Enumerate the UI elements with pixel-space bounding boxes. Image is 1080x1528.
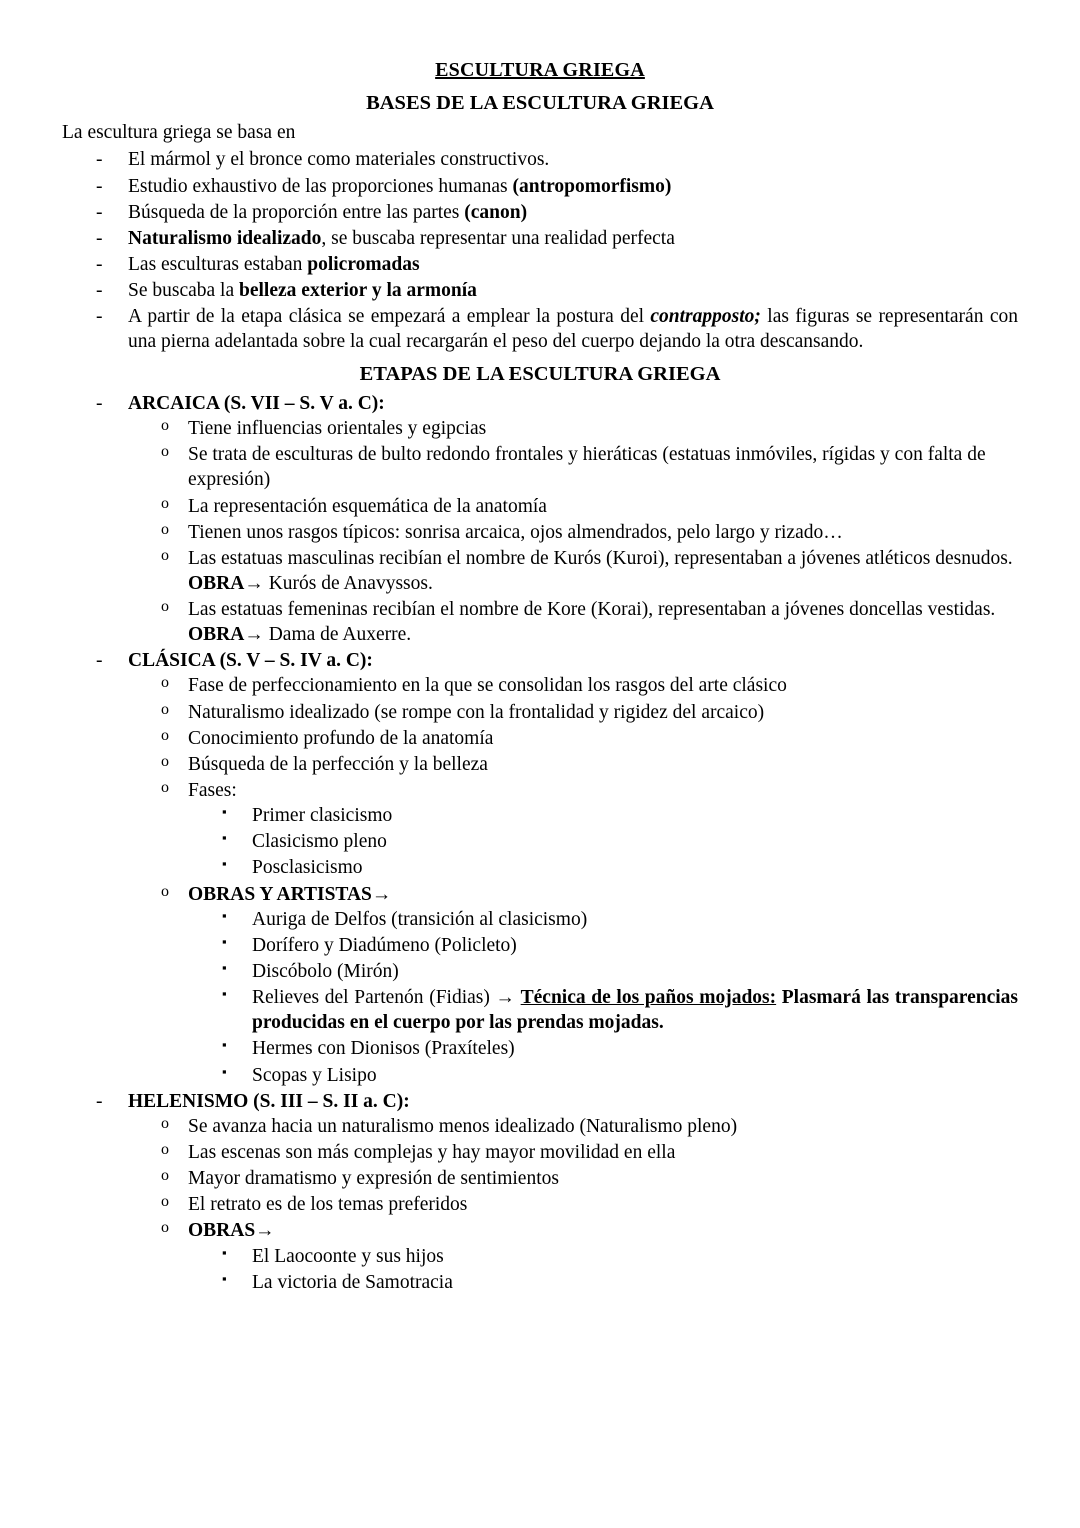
list-item xyxy=(128,597,1018,647)
dash-marker: - xyxy=(96,650,103,672)
list-item xyxy=(128,778,1018,881)
list-item-text: La victoria de Samotracia xyxy=(252,1271,453,1293)
list-item-text: Scopas y Lisipo xyxy=(252,1064,377,1086)
square-marker: ▪ xyxy=(222,1244,227,1260)
list-item-text: Tienen unos rasgos típicos: sonrisa arcaica, ojos almendrados, pelo largo y rizado… xyxy=(188,521,843,543)
list-item xyxy=(128,520,1018,545)
list-item-text: Las estatuas masculinas recibían el nombre de Kurós (Kuroi), representaban a jóvenes atléticos desnudos. OBRA→ Kurós de Anavyssos. xyxy=(188,547,1013,594)
circle-marker: o xyxy=(161,1141,169,1159)
stage-helenismo xyxy=(62,1089,1018,1295)
circle-marker: o xyxy=(161,546,169,564)
list-item-text: Relieves del Partenón (Fidias) → Técnica de los paños mojados: Plasmará las transparencias producidas en el cuerpo por las prendas mojadas. xyxy=(252,987,1019,1034)
list-item xyxy=(128,673,1018,698)
list-item xyxy=(188,803,1018,828)
list-item-text: Estudio exhaustivo de las proporciones humanas (antropomorfismo) xyxy=(128,175,672,197)
list-item xyxy=(188,933,1018,958)
list-item-text: Las estatuas femeninas recibían el nombre de Kore (Korai), representaban a jóvenes doncellas vestidas. OBRA→ Dama de Auxerre. xyxy=(188,599,996,646)
list-item-text: Conocimiento profundo de la anatomía xyxy=(188,727,494,749)
list-item xyxy=(128,494,1018,519)
list-item xyxy=(128,1218,1018,1294)
square-marker: ▪ xyxy=(222,986,227,1002)
bases-list xyxy=(62,147,1018,354)
square-marker: ▪ xyxy=(222,933,227,949)
list-item-text: Naturalismo idealizado, se buscaba representar una realidad perfecta xyxy=(128,227,675,249)
list-item xyxy=(62,278,1018,303)
stage-title: ARCAICA (S. VII – S. V a. C): xyxy=(128,392,385,414)
list-item xyxy=(128,726,1018,751)
list-item xyxy=(128,416,1018,441)
list-item-text: Se trata de esculturas de bulto redondo frontales y hieráticas (estatuas inmóviles, rígidas y con falta de expresión) xyxy=(188,444,986,491)
list-item-text: Las esculturas estaban policromadas xyxy=(128,253,420,275)
list-item xyxy=(188,1244,1018,1269)
list-item-text: Dorífero y Diadúmeno (Policleto) xyxy=(252,934,517,956)
circle-marker: o xyxy=(161,752,169,770)
list-item-text: El mármol y el bronce como materiales constructivos. xyxy=(128,149,550,171)
list-item xyxy=(128,752,1018,777)
helenismo-points xyxy=(128,1114,1018,1295)
clasica-fases xyxy=(188,803,1018,880)
list-item-text: Clasicismo pleno xyxy=(252,831,387,853)
list-item xyxy=(62,147,1018,172)
list-item xyxy=(128,442,1018,492)
clasica-obras xyxy=(188,907,1018,1088)
list-item xyxy=(62,174,1018,199)
square-marker: ▪ xyxy=(222,1063,227,1079)
dash-marker: - xyxy=(96,253,103,275)
list-item xyxy=(188,985,1018,1035)
list-item xyxy=(128,882,1018,1088)
circle-marker: o xyxy=(161,598,169,616)
list-item-text: Naturalismo idealizado (se rompe con la frontalidad y rigidez del arcaico) xyxy=(188,701,765,723)
list-item-text: Discóbolo (Mirón) xyxy=(252,961,399,983)
circle-marker: o xyxy=(161,700,169,718)
list-item-text: Se buscaba la belleza exterior y la armonía xyxy=(128,280,477,302)
square-marker: ▪ xyxy=(222,856,227,872)
list-item xyxy=(188,829,1018,854)
square-marker: ▪ xyxy=(222,1270,227,1286)
page-title: ESCULTURA GRIEGA xyxy=(435,59,645,81)
list-item-text: Fase de perfeccionamiento en la que se consolidan los rasgos del arte clásico xyxy=(188,675,787,697)
dash-marker: - xyxy=(96,175,103,197)
list-item-text: Mayor dramatismo y expresión de sentimientos xyxy=(188,1168,559,1190)
circle-marker: o xyxy=(161,494,169,512)
dash-marker: - xyxy=(96,280,103,302)
list-item xyxy=(62,200,1018,225)
list-item-text: Se avanza hacia un naturalismo menos idealizado (Naturalismo pleno) xyxy=(188,1115,738,1137)
square-marker: ▪ xyxy=(222,830,227,846)
circle-marker: o xyxy=(161,520,169,538)
list-item xyxy=(62,252,1018,277)
list-item-text: El retrato es de los temas preferidos xyxy=(188,1194,468,1216)
clasica-points xyxy=(128,673,1018,1087)
list-item-text: Tiene influencias orientales y egipcias xyxy=(188,418,487,440)
list-item-text: Búsqueda de la proporción entre las partes (canon) xyxy=(128,201,528,223)
circle-marker: o xyxy=(161,1219,169,1237)
list-item-text: A partir de la etapa clásica se empezará a emplear la postura del contrapposto; las figuras se representarán con una pierna adelantada sobre la cual recargarán el peso del cuerpo dejando la otra descansando. xyxy=(128,306,1018,353)
list-item xyxy=(128,1140,1018,1165)
section-heading-bases: BASES DE LA ESCULTURA GRIEGA xyxy=(366,91,714,114)
list-item xyxy=(128,546,1018,596)
section-heading-etapas: ETAPAS DE LA ESCULTURA GRIEGA xyxy=(359,362,721,385)
dash-marker: - xyxy=(96,149,103,171)
list-item-text: Las escenas son más complejas y hay mayor movilidad en ella xyxy=(188,1142,676,1164)
circle-marker: o xyxy=(161,1114,169,1132)
list-item-text: Fases: xyxy=(188,780,237,802)
circle-marker: o xyxy=(161,417,169,435)
list-item xyxy=(188,1063,1018,1088)
list-item xyxy=(128,1166,1018,1191)
list-item xyxy=(188,907,1018,932)
list-item xyxy=(188,1036,1018,1061)
circle-marker: o xyxy=(161,674,169,692)
circle-marker: o xyxy=(161,726,169,744)
list-item-text: Auriga de Delfos (transición al clasicismo) xyxy=(252,908,588,930)
stage-title: HELENISMO (S. III – S. II a. C): xyxy=(128,1090,410,1112)
circle-marker: o xyxy=(161,779,169,797)
square-marker: ▪ xyxy=(222,960,227,976)
stage-clasica xyxy=(62,648,1018,1087)
arcaica-points xyxy=(128,416,1018,647)
list-item xyxy=(62,304,1018,354)
list-item-text: El Laocoonte y sus hijos xyxy=(252,1245,444,1267)
dash-marker: - xyxy=(96,1090,103,1112)
list-item xyxy=(188,855,1018,880)
square-marker: ▪ xyxy=(222,804,227,820)
list-item xyxy=(188,1270,1018,1295)
dash-marker: - xyxy=(96,201,103,223)
list-item-text: Búsqueda de la perfección y la belleza xyxy=(188,753,488,775)
square-marker: ▪ xyxy=(222,907,227,923)
list-item-text: Primer clasicismo xyxy=(252,805,393,827)
circle-marker: o xyxy=(161,1193,169,1211)
stage-title: CLÁSICA (S. V – S. IV a. C): xyxy=(128,650,373,672)
stage-arcaica xyxy=(62,391,1018,647)
list-item xyxy=(62,226,1018,251)
circle-marker: o xyxy=(161,443,169,461)
list-item xyxy=(188,959,1018,984)
list-item-text: Hermes con Dionisos (Praxíteles) xyxy=(252,1038,515,1060)
dash-marker: - xyxy=(96,306,103,328)
list-item-text: OBRAS Y ARTISTAS→ xyxy=(188,883,392,905)
helenismo-obras xyxy=(188,1244,1018,1295)
square-marker: ▪ xyxy=(222,1037,227,1053)
circle-marker: o xyxy=(161,882,169,900)
list-item-text: Posclasicismo xyxy=(252,857,363,879)
list-item-text: OBRAS→ xyxy=(188,1220,275,1242)
dash-marker: - xyxy=(96,392,103,414)
list-item xyxy=(128,1192,1018,1217)
bases-lead: La escultura griega se basa en xyxy=(62,122,296,144)
list-item-text: La representación esquemática de la anatomía xyxy=(188,495,547,517)
list-item xyxy=(128,700,1018,725)
circle-marker: o xyxy=(161,1167,169,1185)
dash-marker: - xyxy=(96,227,103,249)
etapas-list xyxy=(62,391,1018,1295)
list-item xyxy=(128,1114,1018,1139)
